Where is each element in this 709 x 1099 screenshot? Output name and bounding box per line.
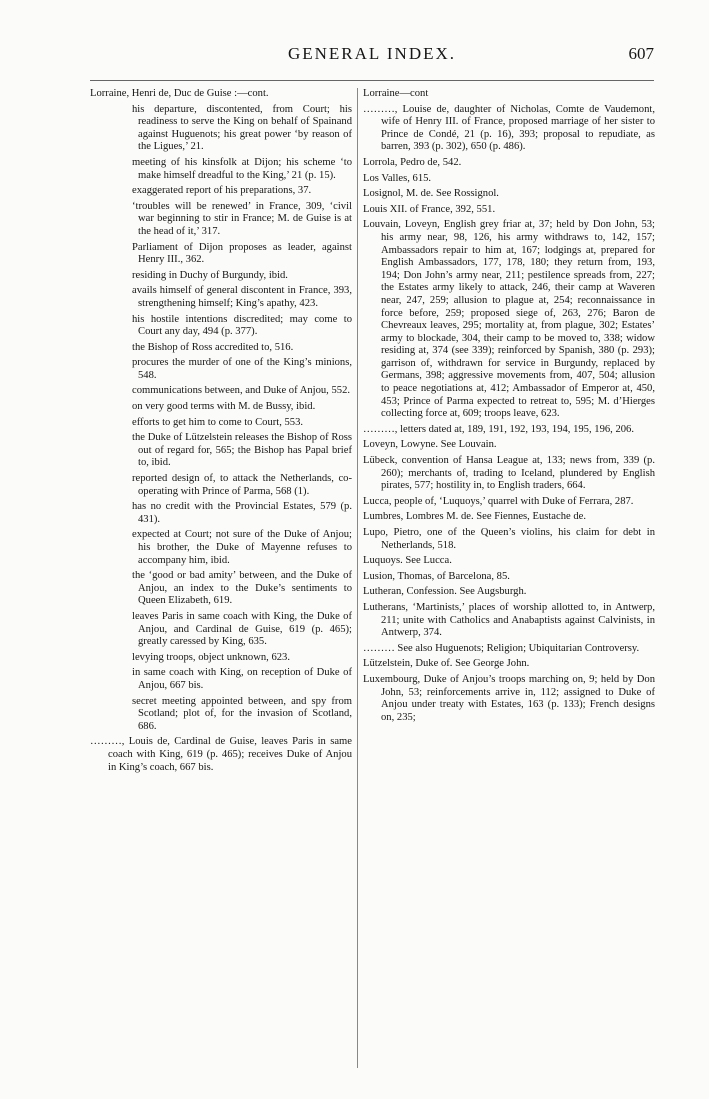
right-column-entry: ………, letters dated at, 189, 191, 192, 193, 194, 195, 196, 206. xyxy=(363,423,634,435)
right-column-entry: Luquoys. See Lucca. xyxy=(363,555,452,567)
left-column-entry: exaggerated report of his preparations, 37. xyxy=(132,185,312,197)
left-column-entry: his hostile intentions discredited; may come to Court any day, 494 (p. 377). xyxy=(132,313,352,338)
left-column-entry: the Duke of Lützelstein releases the Bishop of Ross out of regard for, 565; the Bishop has Papal brief to, ibid. xyxy=(132,432,352,469)
left-column-entry: in same coach with King, on reception of Duke of Anjou, 667 bis. xyxy=(132,667,352,691)
right-column-entry: Lutheran, Confession. See Augsburgh. xyxy=(363,586,527,598)
left-column-entry: secret meeting appointed between, and spy from Scotland; plot of, for the invasion of Scotland, 686. xyxy=(132,695,352,732)
left-column-entry: communications between, and Duke of Anjou, 552. xyxy=(132,385,351,397)
left-column-entry: ‘troubles will be renewed’ in France, 309, ‘civil war beginning to stir in France; M. de Guise is at the head of it,’ 317. xyxy=(132,200,352,237)
right-column-entry: Louis XII. of France, 392, 551. xyxy=(363,203,496,215)
left-column-entry: efforts to get him to come to Court, 553. xyxy=(132,416,304,428)
left-column-entry: the Bishop of Ross accredited to, 516. xyxy=(132,341,294,353)
right-column-entry: Lorrola, Pedro de, 542. xyxy=(363,156,462,168)
left-column-entry: meeting of his kinsfolk at Dijon; his scheme ‘to make himself dreadful to the King,’ 21 (p. 15). xyxy=(132,156,352,181)
right-column-entry: Loveyn, Lowyne. See Louvain. xyxy=(363,439,497,451)
right-column-entry: Lutherans, ‘Martinists,’ places of worship allotted to, in Antwerp, 211; unite with Catholics and Anabaptists against Calvinists, in Antwerp, 374. xyxy=(363,601,655,639)
left-column-entry: residing in Duchy of Burgundy, ibid. xyxy=(132,269,288,281)
right-column-entry: Lübeck, convention of Hansa League at, 133; news from, 339 (p. 260); merchants of, trading to Iceland, plundered by English pirates, 577; hostility in, to English traders, 664. xyxy=(363,455,655,492)
left-column-entry: leaves Paris in same coach with King, the Duke of Anjou, and Cardinal de Guise, 619 (p. 465); greatly caressed by King, 635. xyxy=(132,610,352,648)
right-column-entry: Lorraine—cont xyxy=(363,88,429,99)
left-column-entry: ………, Louis de, Cardinal de Guise, leaves Paris in same coach with King, 619 (p. 465); receives Duke of Anjou in King’s coach, 667 bis. xyxy=(90,736,352,773)
right-column-entry: Lützelstein, Duke of. See George John. xyxy=(363,658,530,670)
left-column-entry: reported design of, to attack the Netherlands, co-operating with Prince of Parma, 568 (1). xyxy=(132,473,352,497)
left-column-entry: his departure, discontented, from Court; his readiness to serve the King on behalf of Spainand against Huguenots; his great power ‘by reason of the Ligues,’ 21. xyxy=(132,103,352,153)
left-column-entry: levying troops, object unknown, 623. xyxy=(132,651,291,663)
left-column-entry: on very good terms with M. de Bussy, ibid. xyxy=(132,401,316,413)
left-column-entry: Parliament of Dijon proposes as leader, against Henry III., 362. xyxy=(132,241,352,266)
header-rule xyxy=(90,80,654,81)
right-column-entry: Lumbres, Lombres M. de. See Fiennes, Eustache de. xyxy=(363,511,587,523)
left-column-entry: expected at Court; not sure of the Duke of Anjou; his brother, the Duke of Mayenne refuses to accompany him, ibid. xyxy=(132,529,352,566)
left-column-entry: avails himself of general discontent in France, 393, strengthening himself; King’s apathy, 423. xyxy=(132,285,352,309)
right-column-entry: Luxembourg, Duke of Anjou’s troops marching on, 9; held by Don John, 53; reinforcements arrive in, 112; assigned to Duke of Anjou under treaty with Estates, 163 (p. 133); French designs on, 235; xyxy=(363,673,655,723)
left-column-entry: the ‘good or bad amity’ between, and the Duke of Anjou, an index to the Duke’s sentiments to Queen Elizabeth, 619. xyxy=(132,570,352,607)
right-column-entry: Lucca, people of, ‘Luquoys,’ quarrel with Duke of Ferrara, 287. xyxy=(363,495,634,507)
right-column-entry: Louvain, Loveyn, English grey friar at, 37; held by Don John, 53; his army near, 98, 126, his army withdraws to, 142, 157; Ambassadors repair to him at, 167; lodgings at, prepared for English Ambassadors, 177, 178, 180; they return from, 193, 194; Don John’s army near, 211; pestilence spreads from, 227; the Estates army likely to attack, 246, their camp at Waveren near, 247, 259; allusion to plague at, 254; reconnaissance in force before, 259; proposed siege of, 263, 276; Baron de Chevreaux leaves, 295; mortality at, from plague, 302; Estates’ army to blockade, 304, their camp to be moved to, 338; widow residing at, 374 (see 339); reinforced by Spanish, 380 (p. 293); garrison of, withdrawn for service in Burgundy, replaced by Germans, 398; aggressive movements from, 407, 504; allusion to peace negotiations at, 412; Ambassador of Emperor at, 450, 453; Prince of Parma expected to retreat to, 595; M. d’Hierges collecting force at, 609; troops leave, 623. xyxy=(363,219,655,420)
index-column-right xyxy=(363,88,655,1079)
right-column-entry: ……… See also Huguenots; Religion; Ubiquitarian Controversy. xyxy=(363,642,640,654)
left-column-entry: Lorraine, Henri de, Duc de Guise :—cont. xyxy=(90,88,269,99)
index-column-left xyxy=(90,88,352,1079)
page-number: 607 xyxy=(628,44,654,63)
right-column-entry: Lusion, Thomas, of Barcelona, 85. xyxy=(363,570,510,582)
page-header xyxy=(90,44,654,70)
column-divider xyxy=(357,88,358,1068)
running-title: GENERAL INDEX. xyxy=(287,44,457,63)
left-column-entry: procures the murder of one of the King’s minions, 548. xyxy=(132,357,352,381)
left-column-entry: has no credit with the Provincial Estates, 579 (p. 431). xyxy=(132,501,352,525)
right-column-entry: Lupo, Pietro, one of the Queen’s violins, his claim for debt in Netherlands, 518. xyxy=(363,527,655,551)
right-column-entry: ………, Louise de, daughter of Nicholas, Comte de Vaudemont, wife of Henry III. of France, proposed marriage of her sister to Prince de Condé, 21 (p. 16), 393; proposal to repudiate, as barren, 393 (p. 302), 650 (p. 486). xyxy=(363,103,655,153)
right-column-entry: Los Valles, 615. xyxy=(363,172,432,184)
right-column-entry: Losignol, M. de. See Rossignol. xyxy=(363,188,499,200)
